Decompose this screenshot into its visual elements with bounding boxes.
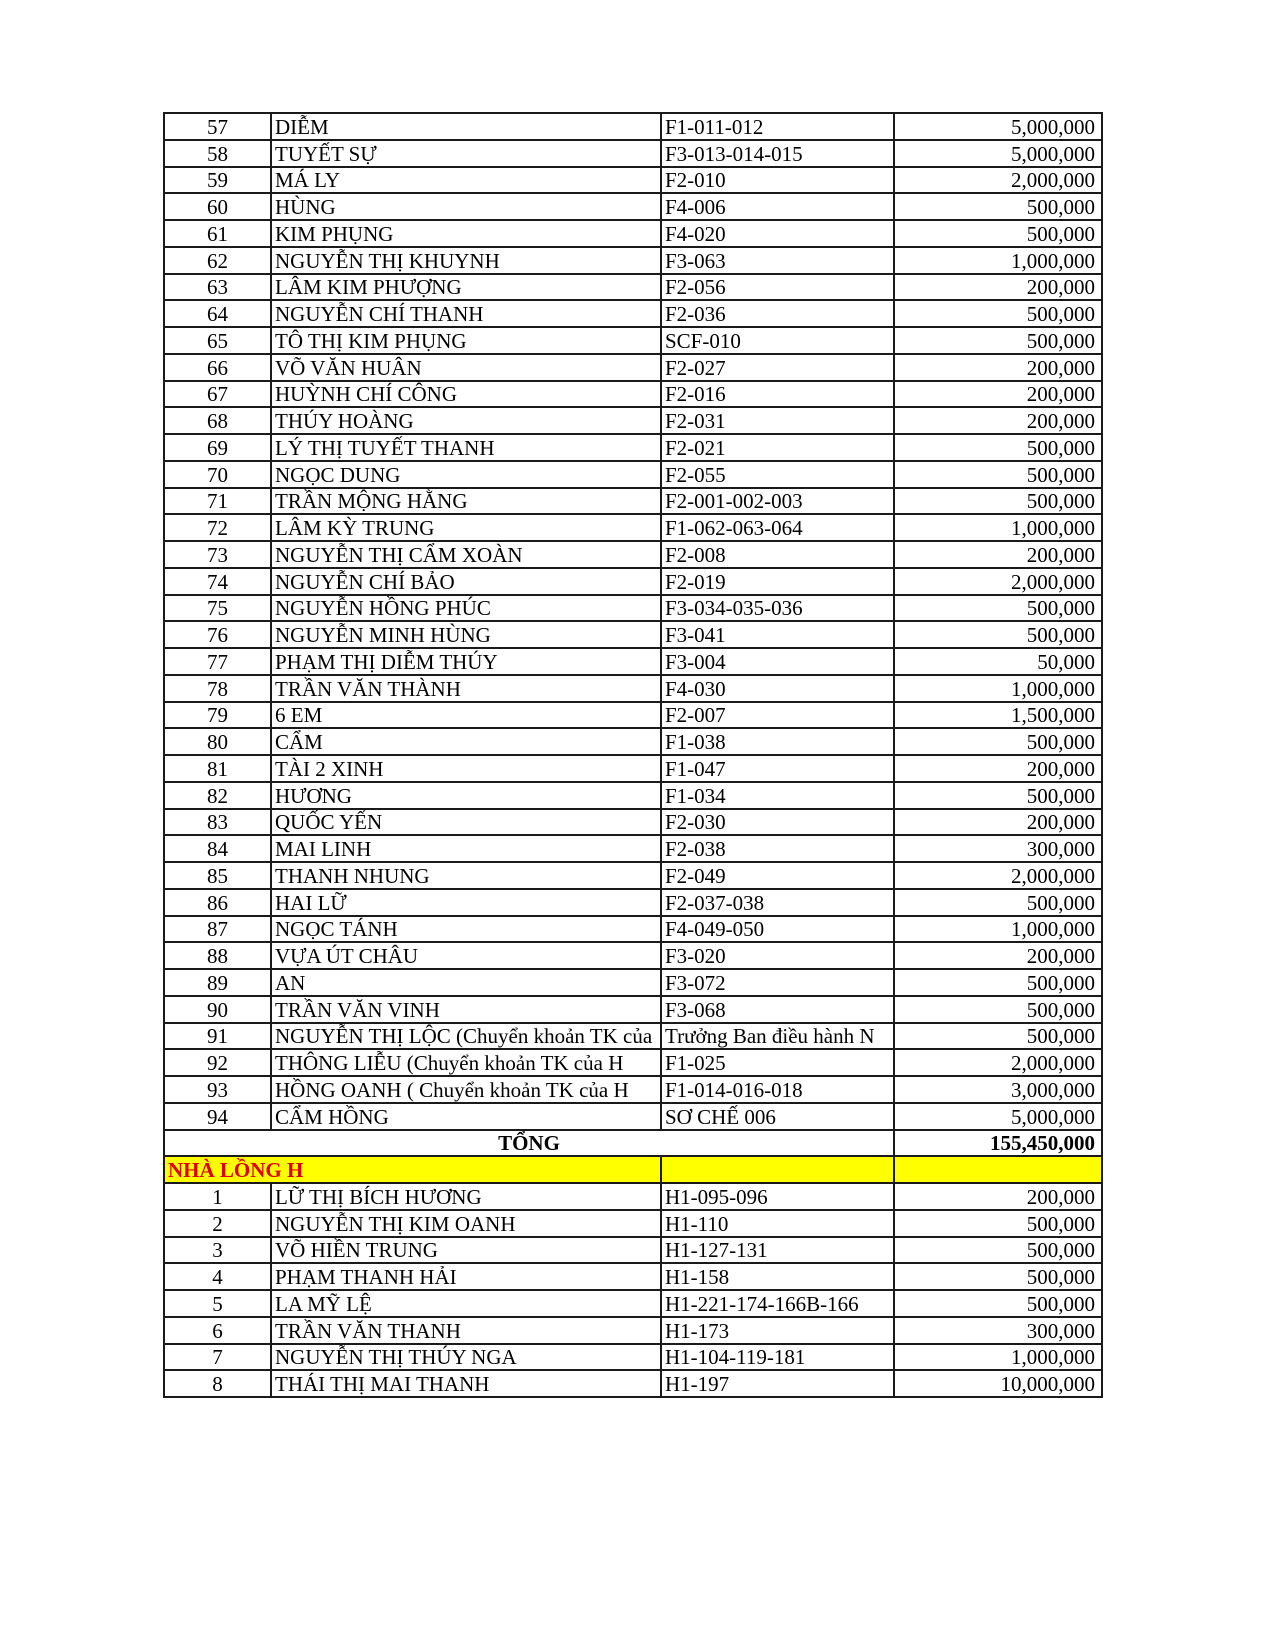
donor-name: NGUYỄN HỒNG PHÚC: [271, 595, 661, 622]
donor-name: LÝ THỊ TUYẾT THANH: [271, 434, 661, 461]
row-number: 62: [164, 247, 271, 274]
donor-name: TRẦN VĂN THÀNH: [271, 675, 661, 702]
donation-amount: 500,000: [894, 461, 1102, 488]
table-row: [164, 1370, 1102, 1397]
row-number: 60: [164, 193, 271, 220]
stall-code: F3-034-035-036: [661, 595, 894, 622]
row-number: 90: [164, 996, 271, 1023]
stall-code: F1-014-016-018: [661, 1076, 894, 1103]
table-row: [164, 113, 1102, 140]
row-number: 91: [164, 1023, 271, 1050]
table-row: [164, 1237, 1102, 1264]
donation-amount: 500,000: [894, 300, 1102, 327]
table-row: [164, 274, 1102, 301]
donation-amount: 200,000: [894, 354, 1102, 381]
donation-amount: 200,000: [894, 381, 1102, 408]
donor-name: MAI LINH: [271, 835, 661, 862]
row-number: 68: [164, 407, 271, 434]
stall-code: F2-038: [661, 835, 894, 862]
row-number: 80: [164, 728, 271, 755]
stall-code: F3-072: [661, 969, 894, 996]
donation-amount: 500,000: [894, 1290, 1102, 1317]
row-number: 83: [164, 809, 271, 836]
row-number: 89: [164, 969, 271, 996]
donor-name: NGUYỄN CHÍ BẢO: [271, 568, 661, 595]
donation-amount: 500,000: [894, 1237, 1102, 1264]
donation-amount: 2,000,000: [894, 167, 1102, 194]
donor-name: AN: [271, 969, 661, 996]
table-row: [164, 514, 1102, 541]
donor-name: KIM PHỤNG: [271, 220, 661, 247]
row-number: 61: [164, 220, 271, 247]
row-number: 84: [164, 835, 271, 862]
stall-code: F3-041: [661, 621, 894, 648]
donation-amount: 50,000: [894, 648, 1102, 675]
row-number: 92: [164, 1049, 271, 1076]
table-row: [164, 247, 1102, 274]
donation-amount: 10,000,000: [894, 1370, 1102, 1397]
donor-name: PHẠM THANH HẢI: [271, 1263, 661, 1290]
donor-name: HUỲNH CHÍ CÔNG: [271, 381, 661, 408]
total-label: TỔNG: [164, 1130, 894, 1157]
section-empty-cell: [894, 1156, 1102, 1183]
donor-name: NGUYỄN THỊ KHUYNH: [271, 247, 661, 274]
donor-name: THANH NHUNG: [271, 862, 661, 889]
stall-code: F2-031: [661, 407, 894, 434]
row-number: 63: [164, 274, 271, 301]
donation-amount: 500,000: [894, 1210, 1102, 1237]
stall-code: F1-011-012: [661, 113, 894, 140]
stall-code: F1-038: [661, 728, 894, 755]
donor-name: NGUYỄN THỊ THÚY NGA: [271, 1344, 661, 1371]
stall-code: Trưởng Ban điều hành N: [661, 1023, 894, 1050]
donor-name: HƯƠNG: [271, 782, 661, 809]
table-row: [164, 488, 1102, 515]
donation-amount: 500,000: [894, 488, 1102, 515]
table-row: [164, 167, 1102, 194]
donor-name: VÕ HIỀN TRUNG: [271, 1237, 661, 1264]
donor-name: NGUYỄN THỊ LỘC (Chuyển khoản TK của: [271, 1023, 661, 1050]
total-row: [164, 1130, 1102, 1157]
stall-code: F2-008: [661, 541, 894, 568]
donor-name: HÙNG: [271, 193, 661, 220]
donor-name: VỰA ÚT CHÂU: [271, 942, 661, 969]
section-title: NHÀ LỒNG H: [164, 1156, 661, 1183]
table-row: [164, 354, 1102, 381]
donation-amount: 500,000: [894, 621, 1102, 648]
row-number: 65: [164, 327, 271, 354]
donor-name: NGỌC TÁNH: [271, 916, 661, 943]
donation-amount: 500,000: [894, 1023, 1102, 1050]
row-number: 64: [164, 300, 271, 327]
donor-name: TÀI 2 XINH: [271, 755, 661, 782]
row-number: 88: [164, 942, 271, 969]
stall-code: H1-221-174-166B-166: [661, 1290, 894, 1317]
donation-amount: 1,000,000: [894, 1344, 1102, 1371]
table-row: [164, 835, 1102, 862]
donor-name: THÔNG LIỄU (Chuyển khoản TK của H: [271, 1049, 661, 1076]
row-number: 73: [164, 541, 271, 568]
stall-code: SCF-010: [661, 327, 894, 354]
donor-name: HAI LỮ: [271, 889, 661, 916]
table-row: [164, 1076, 1102, 1103]
stall-code: F2-019: [661, 568, 894, 595]
table-row: [164, 648, 1102, 675]
donor-name: PHẠM THỊ DIỄM THÚY: [271, 648, 661, 675]
donation-amount: 200,000: [894, 942, 1102, 969]
table-row: [164, 434, 1102, 461]
stall-code: F1-047: [661, 755, 894, 782]
donation-amount: 200,000: [894, 755, 1102, 782]
donor-name: NGỌC DUNG: [271, 461, 661, 488]
table-row: [164, 755, 1102, 782]
stall-code: F4-020: [661, 220, 894, 247]
row-number: 79: [164, 702, 271, 729]
row-number: 78: [164, 675, 271, 702]
stall-code: F2-001-002-003: [661, 488, 894, 515]
table-row: [164, 300, 1102, 327]
table-row: [164, 595, 1102, 622]
row-number: 1: [164, 1183, 271, 1210]
donation-amount: 5,000,000: [894, 1103, 1102, 1130]
table-row: [164, 1103, 1102, 1130]
donor-name: LA MỸ LỆ: [271, 1290, 661, 1317]
row-number: 81: [164, 755, 271, 782]
stall-code: H1-095-096: [661, 1183, 894, 1210]
donation-amount: 500,000: [894, 434, 1102, 461]
stall-code: H1-158: [661, 1263, 894, 1290]
row-number: 86: [164, 889, 271, 916]
stall-code: F2-010: [661, 167, 894, 194]
donor-name: NGUYỄN CHÍ THANH: [271, 300, 661, 327]
section-empty-cell: [661, 1156, 894, 1183]
table-row: [164, 381, 1102, 408]
table-row: [164, 916, 1102, 943]
donation-amount: 200,000: [894, 1183, 1102, 1210]
table-row: [164, 621, 1102, 648]
stall-code: F4-006: [661, 193, 894, 220]
stall-code: F1-062-063-064: [661, 514, 894, 541]
table-row: [164, 942, 1102, 969]
donation-amount: 200,000: [894, 541, 1102, 568]
row-number: 94: [164, 1103, 271, 1130]
donor-name: LÂM KIM PHƯỢNG: [271, 274, 661, 301]
table-row: [164, 1263, 1102, 1290]
stall-code: SƠ CHẾ 006: [661, 1103, 894, 1130]
donation-amount: 200,000: [894, 809, 1102, 836]
donation-amount: 5,000,000: [894, 140, 1102, 167]
stall-code: F2-049: [661, 862, 894, 889]
row-number: 7: [164, 1344, 271, 1371]
row-number: 2: [164, 1210, 271, 1237]
donation-amount: 1,000,000: [894, 916, 1102, 943]
stall-code: F1-025: [661, 1049, 894, 1076]
table-row: [164, 568, 1102, 595]
stall-code: F2-016: [661, 381, 894, 408]
donor-name: QUỐC YẾN: [271, 809, 661, 836]
donor-name: TRẦN VĂN VINH: [271, 996, 661, 1023]
table-row: [164, 1344, 1102, 1371]
row-number: 70: [164, 461, 271, 488]
donation-amount: 200,000: [894, 274, 1102, 301]
donation-amount: 500,000: [894, 1263, 1102, 1290]
table-row: [164, 541, 1102, 568]
row-number: 59: [164, 167, 271, 194]
donation-amount: 2,000,000: [894, 1049, 1102, 1076]
donor-name: TUYẾT SỰ: [271, 140, 661, 167]
row-number: 75: [164, 595, 271, 622]
row-number: 6: [164, 1317, 271, 1344]
donation-amount: 500,000: [894, 996, 1102, 1023]
stall-code: F2-021: [661, 434, 894, 461]
table-row: [164, 809, 1102, 836]
table-row: [164, 1183, 1102, 1210]
donation-amount: 2,000,000: [894, 568, 1102, 595]
table-row: [164, 1210, 1102, 1237]
donor-name: VÕ VĂN HUÂN: [271, 354, 661, 381]
row-number: 76: [164, 621, 271, 648]
donor-name: NGUYỄN MINH HÙNG: [271, 621, 661, 648]
stall-code: H1-127-131: [661, 1237, 894, 1264]
table-row: [164, 782, 1102, 809]
donation-amount: 500,000: [894, 889, 1102, 916]
donation-amount: 500,000: [894, 193, 1102, 220]
donation-amount: 300,000: [894, 1317, 1102, 1344]
donation-amount: 1,500,000: [894, 702, 1102, 729]
section-header-row: [164, 1156, 1102, 1183]
donation-amount: 500,000: [894, 595, 1102, 622]
donor-name: 6 EM: [271, 702, 661, 729]
row-number: 58: [164, 140, 271, 167]
table-row: [164, 1290, 1102, 1317]
donor-name: NGUYỄN THỊ KIM OANH: [271, 1210, 661, 1237]
table-row: [164, 889, 1102, 916]
donor-name: TÔ THỊ KIM PHỤNG: [271, 327, 661, 354]
table-row: [164, 862, 1102, 889]
table-row: [164, 140, 1102, 167]
donor-name: TRẦN VĂN THANH: [271, 1317, 661, 1344]
stall-code: F2-056: [661, 274, 894, 301]
stall-code: F4-030: [661, 675, 894, 702]
stall-code: F3-063: [661, 247, 894, 274]
table-row: [164, 220, 1102, 247]
donor-name: LỮ THỊ BÍCH HƯƠNG: [271, 1183, 661, 1210]
row-number: 67: [164, 381, 271, 408]
stall-code: F3-068: [661, 996, 894, 1023]
donation-table-body: [164, 113, 1102, 1397]
table-row: [164, 1023, 1102, 1050]
donor-name: DIỄM: [271, 113, 661, 140]
donor-name: HỒNG OANH ( Chuyển khoản TK của H: [271, 1076, 661, 1103]
stall-code: F2-030: [661, 809, 894, 836]
row-number: 4: [164, 1263, 271, 1290]
table-row: [164, 1049, 1102, 1076]
row-number: 85: [164, 862, 271, 889]
donation-amount: 500,000: [894, 969, 1102, 996]
donation-amount: 500,000: [894, 220, 1102, 247]
donation-amount: 500,000: [894, 782, 1102, 809]
table-row: [164, 969, 1102, 996]
donation-table: [163, 112, 1103, 1398]
stall-code: F3-004: [661, 648, 894, 675]
donor-name: THÁI THỊ MAI THANH: [271, 1370, 661, 1397]
row-number: 87: [164, 916, 271, 943]
row-number: 82: [164, 782, 271, 809]
stall-code: H1-197: [661, 1370, 894, 1397]
donor-name: MÁ LY: [271, 167, 661, 194]
table-row: [164, 327, 1102, 354]
donation-amount: 200,000: [894, 407, 1102, 434]
row-number: 69: [164, 434, 271, 461]
stall-code: H1-104-119-181: [661, 1344, 894, 1371]
donor-name: LÂM KỲ TRUNG: [271, 514, 661, 541]
donor-name: THÚY HOÀNG: [271, 407, 661, 434]
row-number: 77: [164, 648, 271, 675]
stall-code: F2-055: [661, 461, 894, 488]
stall-code: H1-173: [661, 1317, 894, 1344]
donation-amount: 1,000,000: [894, 675, 1102, 702]
row-number: 72: [164, 514, 271, 541]
donation-amount: 500,000: [894, 327, 1102, 354]
table-row: [164, 675, 1102, 702]
row-number: 66: [164, 354, 271, 381]
total-amount: 155,450,000: [894, 1130, 1102, 1157]
donation-amount: 3,000,000: [894, 1076, 1102, 1103]
stall-code: F1-034: [661, 782, 894, 809]
row-number: 5: [164, 1290, 271, 1317]
row-number: 3: [164, 1237, 271, 1264]
donation-amount: 5,000,000: [894, 113, 1102, 140]
stall-code: F3-020: [661, 942, 894, 969]
row-number: 57: [164, 113, 271, 140]
row-number: 71: [164, 488, 271, 515]
stall-code: H1-110: [661, 1210, 894, 1237]
stall-code: F4-049-050: [661, 916, 894, 943]
table-row: [164, 996, 1102, 1023]
donor-name: TRẦN MỘNG HẰNG: [271, 488, 661, 515]
row-number: 93: [164, 1076, 271, 1103]
donation-amount: 300,000: [894, 835, 1102, 862]
stall-code: F3-013-014-015: [661, 140, 894, 167]
stall-code: F2-036: [661, 300, 894, 327]
table-row: [164, 702, 1102, 729]
stall-code: F2-037-038: [661, 889, 894, 916]
donor-name: CẨM HỒNG: [271, 1103, 661, 1130]
donation-amount: 2,000,000: [894, 862, 1102, 889]
donation-amount: 500,000: [894, 728, 1102, 755]
row-number: 8: [164, 1370, 271, 1397]
stall-code: F2-007: [661, 702, 894, 729]
table-row: [164, 193, 1102, 220]
table-row: [164, 1317, 1102, 1344]
table-row: [164, 407, 1102, 434]
donation-amount: 1,000,000: [894, 247, 1102, 274]
table-row: [164, 461, 1102, 488]
stall-code: F2-027: [661, 354, 894, 381]
row-number: 74: [164, 568, 271, 595]
donor-name: NGUYỄN THỊ CẨM XOÀN: [271, 541, 661, 568]
table-row: [164, 728, 1102, 755]
donor-name: CẨM: [271, 728, 661, 755]
donation-amount: 1,000,000: [894, 514, 1102, 541]
